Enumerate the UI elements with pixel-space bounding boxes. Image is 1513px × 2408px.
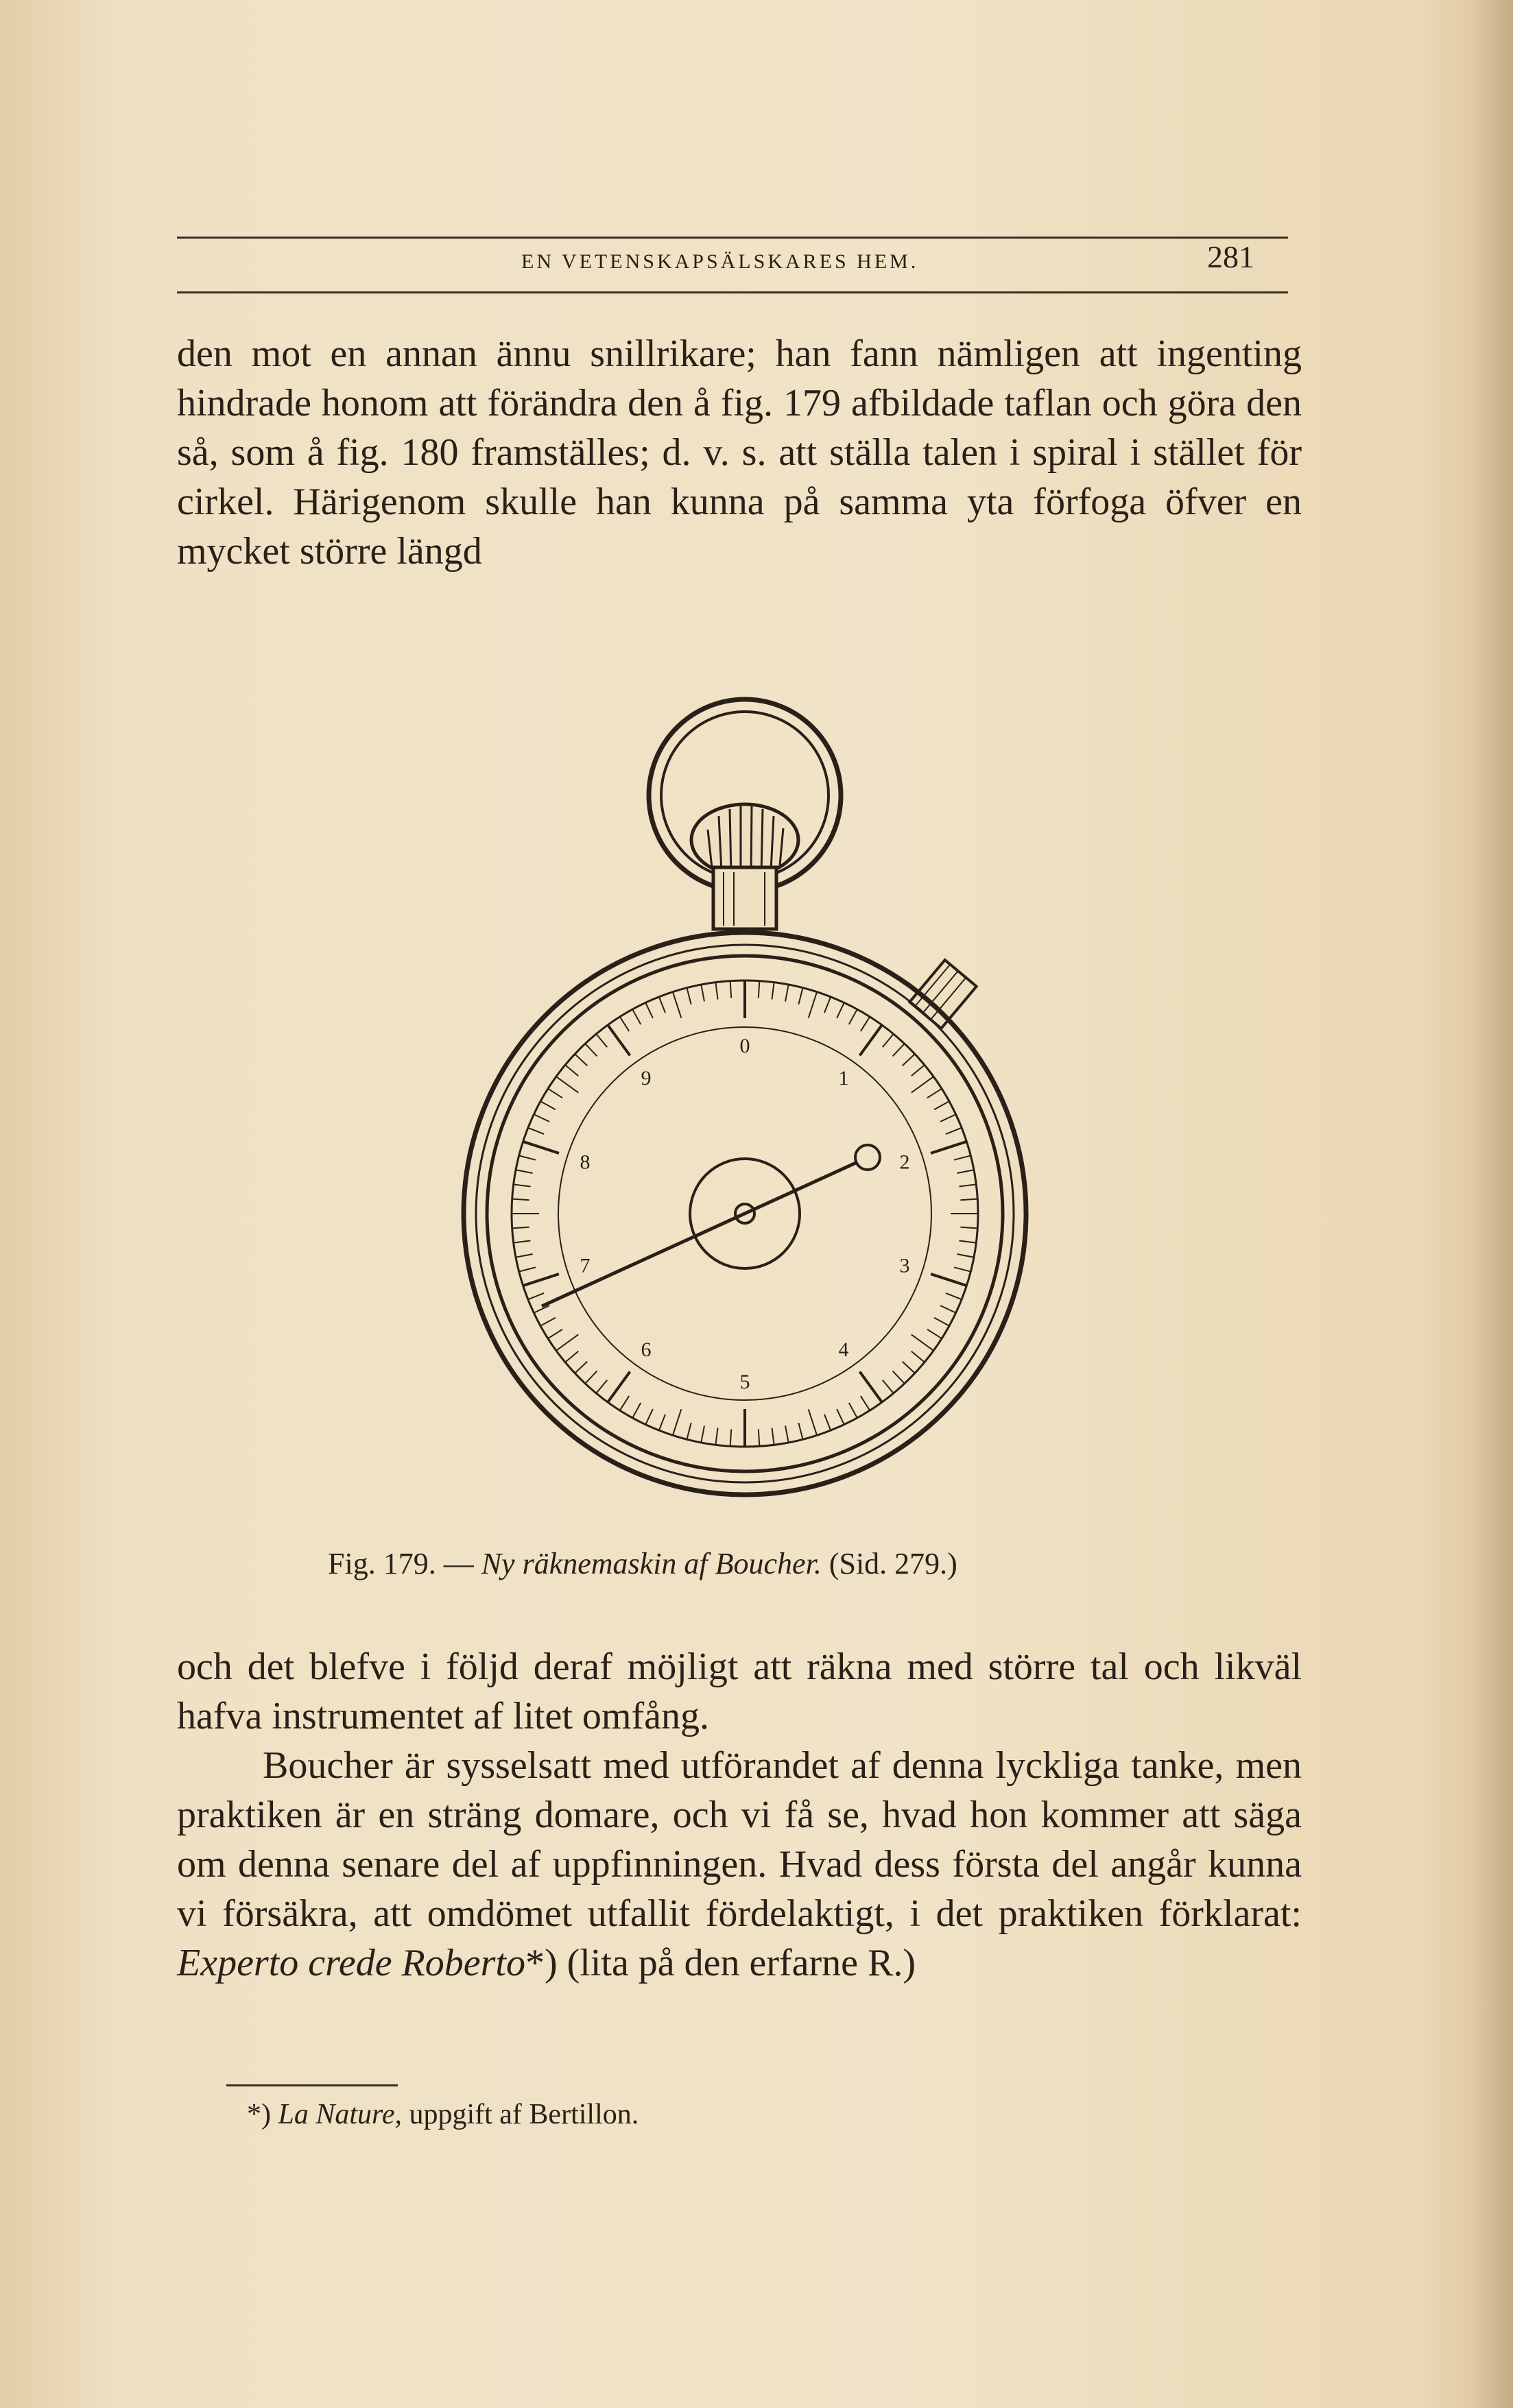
dial-tick xyxy=(893,1371,905,1384)
dial-tick xyxy=(534,1114,549,1122)
dial-tick xyxy=(528,1128,544,1134)
dial-tick xyxy=(715,1428,717,1445)
dial-tick xyxy=(903,1054,915,1065)
dial-digit: 5 xyxy=(739,1371,750,1393)
paragraph-2-mark: *) xyxy=(525,1942,558,1984)
dial-tick xyxy=(954,1267,970,1271)
dial-tick xyxy=(927,1089,942,1098)
dial-tick xyxy=(585,1044,597,1056)
dial-tick xyxy=(759,1429,760,1446)
dial-tick xyxy=(673,992,681,1018)
dial-tick xyxy=(516,1254,533,1257)
dial-digit: 0 xyxy=(739,1035,750,1057)
dial-digit: 4 xyxy=(838,1338,849,1362)
dial-tick xyxy=(883,1034,894,1047)
figure-calculating-machine xyxy=(439,693,1056,1536)
dial-tick xyxy=(659,1414,665,1430)
dial-tick xyxy=(701,985,704,1002)
dial-hand-tip xyxy=(855,1145,880,1170)
header-rule-bottom xyxy=(177,291,1288,293)
dial-tick xyxy=(540,1101,556,1109)
dial-tick xyxy=(730,981,732,998)
footnote-source: La Nature, xyxy=(278,2099,402,2130)
dial-tick xyxy=(519,1267,536,1271)
dial-tick xyxy=(824,997,831,1013)
dial-tick xyxy=(883,1380,894,1393)
dial-tick xyxy=(957,1170,974,1173)
dial-tick xyxy=(934,1101,949,1109)
caption-label: Fig. 179. — xyxy=(328,1547,474,1580)
dial-tick xyxy=(514,1240,531,1242)
dial-tick xyxy=(934,1318,949,1326)
dial-tick xyxy=(785,1425,789,1443)
dial-tick xyxy=(946,1128,962,1134)
dial-tick xyxy=(954,1155,970,1159)
dial-tick xyxy=(960,1184,977,1186)
dial-digit: 2 xyxy=(899,1151,910,1174)
dial-tick xyxy=(960,1227,977,1229)
dial-tick xyxy=(523,1274,559,1286)
dial-tick xyxy=(575,1054,587,1065)
footnote-mark: *) xyxy=(247,2099,271,2130)
dial-tick xyxy=(893,1044,905,1056)
dial-tick xyxy=(798,988,802,1004)
dial-digit: 9 xyxy=(641,1066,652,1089)
dial-tick xyxy=(861,1017,870,1031)
dial-tick xyxy=(849,1009,857,1024)
dial-tick xyxy=(912,1351,925,1362)
dial-tick xyxy=(730,1429,732,1446)
dial-tick xyxy=(608,1372,630,1402)
dial-tick xyxy=(534,1305,549,1313)
dial-tick xyxy=(548,1329,562,1338)
dial-tick xyxy=(912,1334,933,1351)
paragraph-2-start: Boucher är sysselsatt med utförandet af denna lyckliga tanke, men praktiken är en sträng domare, och vi få se, hvad hon kommer att säga om denna senare del af uppfinningen. Hvad dess första del angår kunna vi försäkra, att omdömet utfallit fördelaktigt, i det praktiken förklarat: xyxy=(177,1744,1302,1935)
page-edge-shadow xyxy=(1472,0,1513,2408)
header-rule-top xyxy=(177,237,1288,239)
dial-tick xyxy=(715,983,717,1000)
paragraph-2-end: (lita på den erfarne R.) xyxy=(567,1942,916,1984)
dial-tick xyxy=(632,1009,641,1024)
dial-digit: 3 xyxy=(899,1254,910,1277)
dial-tick xyxy=(960,1240,977,1242)
dial-tick xyxy=(687,1423,691,1439)
paragraph-top-text: den mot en annan ännu snillrikare; han fann nämligen att ingenting hindrade honom att förändra den å fig. 179 afbildade taflan och göra den så, som å fig. 180 framställes; d. v. s. att ställa talen i spiral i stället för cirkel. Härigenom skulle han kunna på samma yta förfoga öfver en mycket större längd xyxy=(177,333,1302,573)
running-head: EN VETENSKAPSÄLSKARES HEM. xyxy=(521,250,919,273)
crown-stem xyxy=(713,867,776,929)
dial-digit: 1 xyxy=(838,1066,849,1089)
footnote-text: uppgift af Bertillon. xyxy=(409,2099,639,2130)
dial-digit: 6 xyxy=(641,1338,652,1362)
footnote-rule xyxy=(226,2084,398,2086)
paragraph-2-italic: Experto crede Roberto xyxy=(177,1942,525,1984)
dial-tick xyxy=(861,1396,870,1410)
dial-tick xyxy=(960,1199,977,1201)
dial-tick xyxy=(596,1380,607,1393)
dial-tick xyxy=(575,1362,587,1373)
dial-tick xyxy=(659,997,665,1013)
dial-tick xyxy=(632,1403,641,1418)
dial-tick xyxy=(514,1184,531,1186)
dial-tick xyxy=(931,1142,966,1153)
figure-caption xyxy=(328,1546,957,1581)
dial-tick xyxy=(849,1403,857,1418)
dial-tick xyxy=(772,1428,774,1445)
dial-tick xyxy=(556,1076,578,1093)
paragraphs-bottom xyxy=(177,1642,1302,1988)
dial-tick xyxy=(927,1329,942,1338)
page-number: 281 xyxy=(1207,239,1254,274)
dial-tick xyxy=(940,1305,956,1313)
dial-digit: 7 xyxy=(580,1254,591,1277)
dial-tick xyxy=(620,1017,629,1031)
dial-tick xyxy=(809,1409,817,1435)
paragraph-1: och det blefve i följd deraf möjligt att räkna med större tal och likväl hafva instrumentet af litet omfång. xyxy=(177,1646,1302,1737)
dial-tick xyxy=(772,983,774,1000)
dial-tick xyxy=(512,1199,529,1201)
dial-tick xyxy=(565,1351,578,1362)
dial-tick xyxy=(596,1034,607,1047)
dial-tick xyxy=(548,1089,562,1098)
dial-tick xyxy=(701,1425,704,1443)
dial-tick xyxy=(903,1362,915,1373)
dial-tick xyxy=(645,1409,653,1425)
dial-tick xyxy=(540,1318,556,1326)
dial-tick xyxy=(809,992,817,1018)
dial-tick xyxy=(523,1142,559,1153)
dial-digit: 8 xyxy=(580,1151,591,1174)
dial-tick xyxy=(837,1409,844,1425)
dial-tick xyxy=(516,1170,533,1173)
footnote xyxy=(247,2098,639,2131)
caption-ref: (Sid. 279.) xyxy=(829,1547,957,1580)
dial-tick xyxy=(860,1372,882,1402)
dial-tick xyxy=(912,1065,925,1076)
dial-tick xyxy=(946,1293,962,1299)
dial-tick xyxy=(565,1065,578,1076)
dial-tick xyxy=(759,981,760,998)
dial-tick xyxy=(556,1334,578,1351)
dial-tick xyxy=(957,1254,974,1257)
dial-tick xyxy=(528,1293,544,1299)
caption-title: Ny räknemaskin af Boucher. xyxy=(481,1547,822,1580)
calculating-machine-illustration xyxy=(439,693,1056,1536)
dial-tick xyxy=(512,1227,529,1229)
dial-tick xyxy=(940,1114,956,1122)
dial-tick xyxy=(931,1274,966,1286)
dial-tick xyxy=(519,1155,536,1159)
dial-tick xyxy=(687,988,691,1004)
dial-tick xyxy=(785,985,789,1002)
paragraph-top xyxy=(177,329,1302,576)
dial-tick xyxy=(645,1002,653,1018)
dial-tick xyxy=(608,1025,630,1055)
dial-tick xyxy=(912,1076,933,1093)
dial-tick xyxy=(837,1002,844,1018)
dial-tick xyxy=(585,1371,597,1384)
paragraph-2 xyxy=(177,1741,1302,1988)
dial-tick xyxy=(673,1409,681,1435)
dial-tick xyxy=(860,1025,882,1055)
dial-tick xyxy=(824,1414,831,1430)
dial-tick xyxy=(620,1396,629,1410)
dial-tick xyxy=(798,1423,802,1439)
